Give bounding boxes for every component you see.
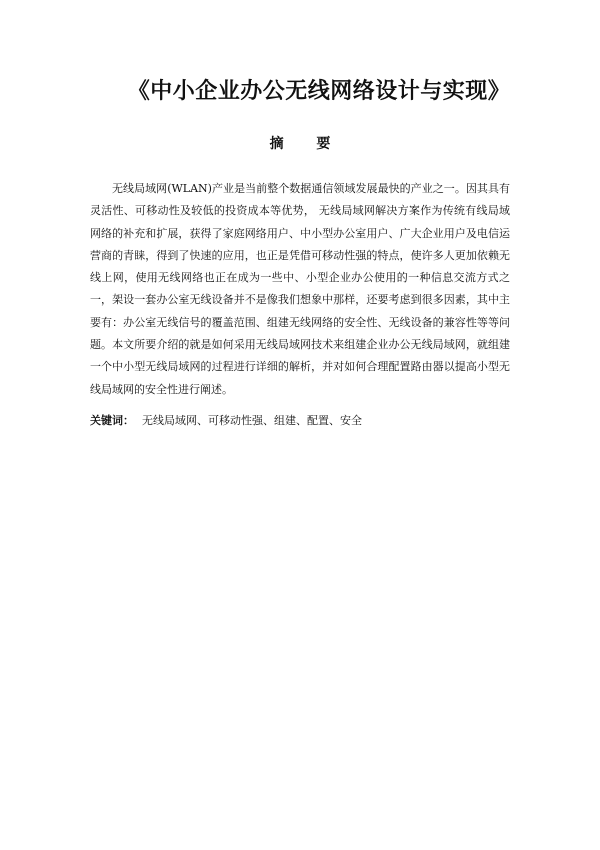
abstract-body: 无线局域网(WLAN)产业是当前整个数据通信领域发展最快的产业之一。因其具有灵活性、可移动性及较低的投资成本等优势， 无线局域网解决方案作为传统有线局域网络的补充和扩展，获得了家庭网络用户、中小型办公室用户、广大企业用户及电信运营商的青睐，得到了快速的应用，也正是凭借可移动性强的特点，使许多人更加依赖无线上网，使用无线网络也正在成为一些中、小型企业办公使用的一种信息交流方式之一，架设一套办公室无线设备并不是像我们想象中那样，还要考虑到很多因素，其中主要有：办公室无线信号的覆盖范围、组建无线网络的安全性、无线设备的兼容性等等问题。本文所要介绍的就是如何采用无线局域网技术来组建企业办公无线局域网，就组建一个中小型无线局域网的过程进行详细的解析，并对如何合理配置路由器以提高小型无线局域网的安全性进行阐述。 bbox=[90, 182, 510, 396]
keywords-line bbox=[90, 411, 510, 431]
keywords-value: 无线局域网、可移动性强、组建、配置、安全 bbox=[142, 414, 362, 427]
document-title: 《中小企业办公无线网络设计与实现》 bbox=[127, 79, 511, 104]
abstract-heading: 摘 要 bbox=[269, 136, 345, 152]
keywords-label: 关键词： bbox=[90, 414, 134, 427]
